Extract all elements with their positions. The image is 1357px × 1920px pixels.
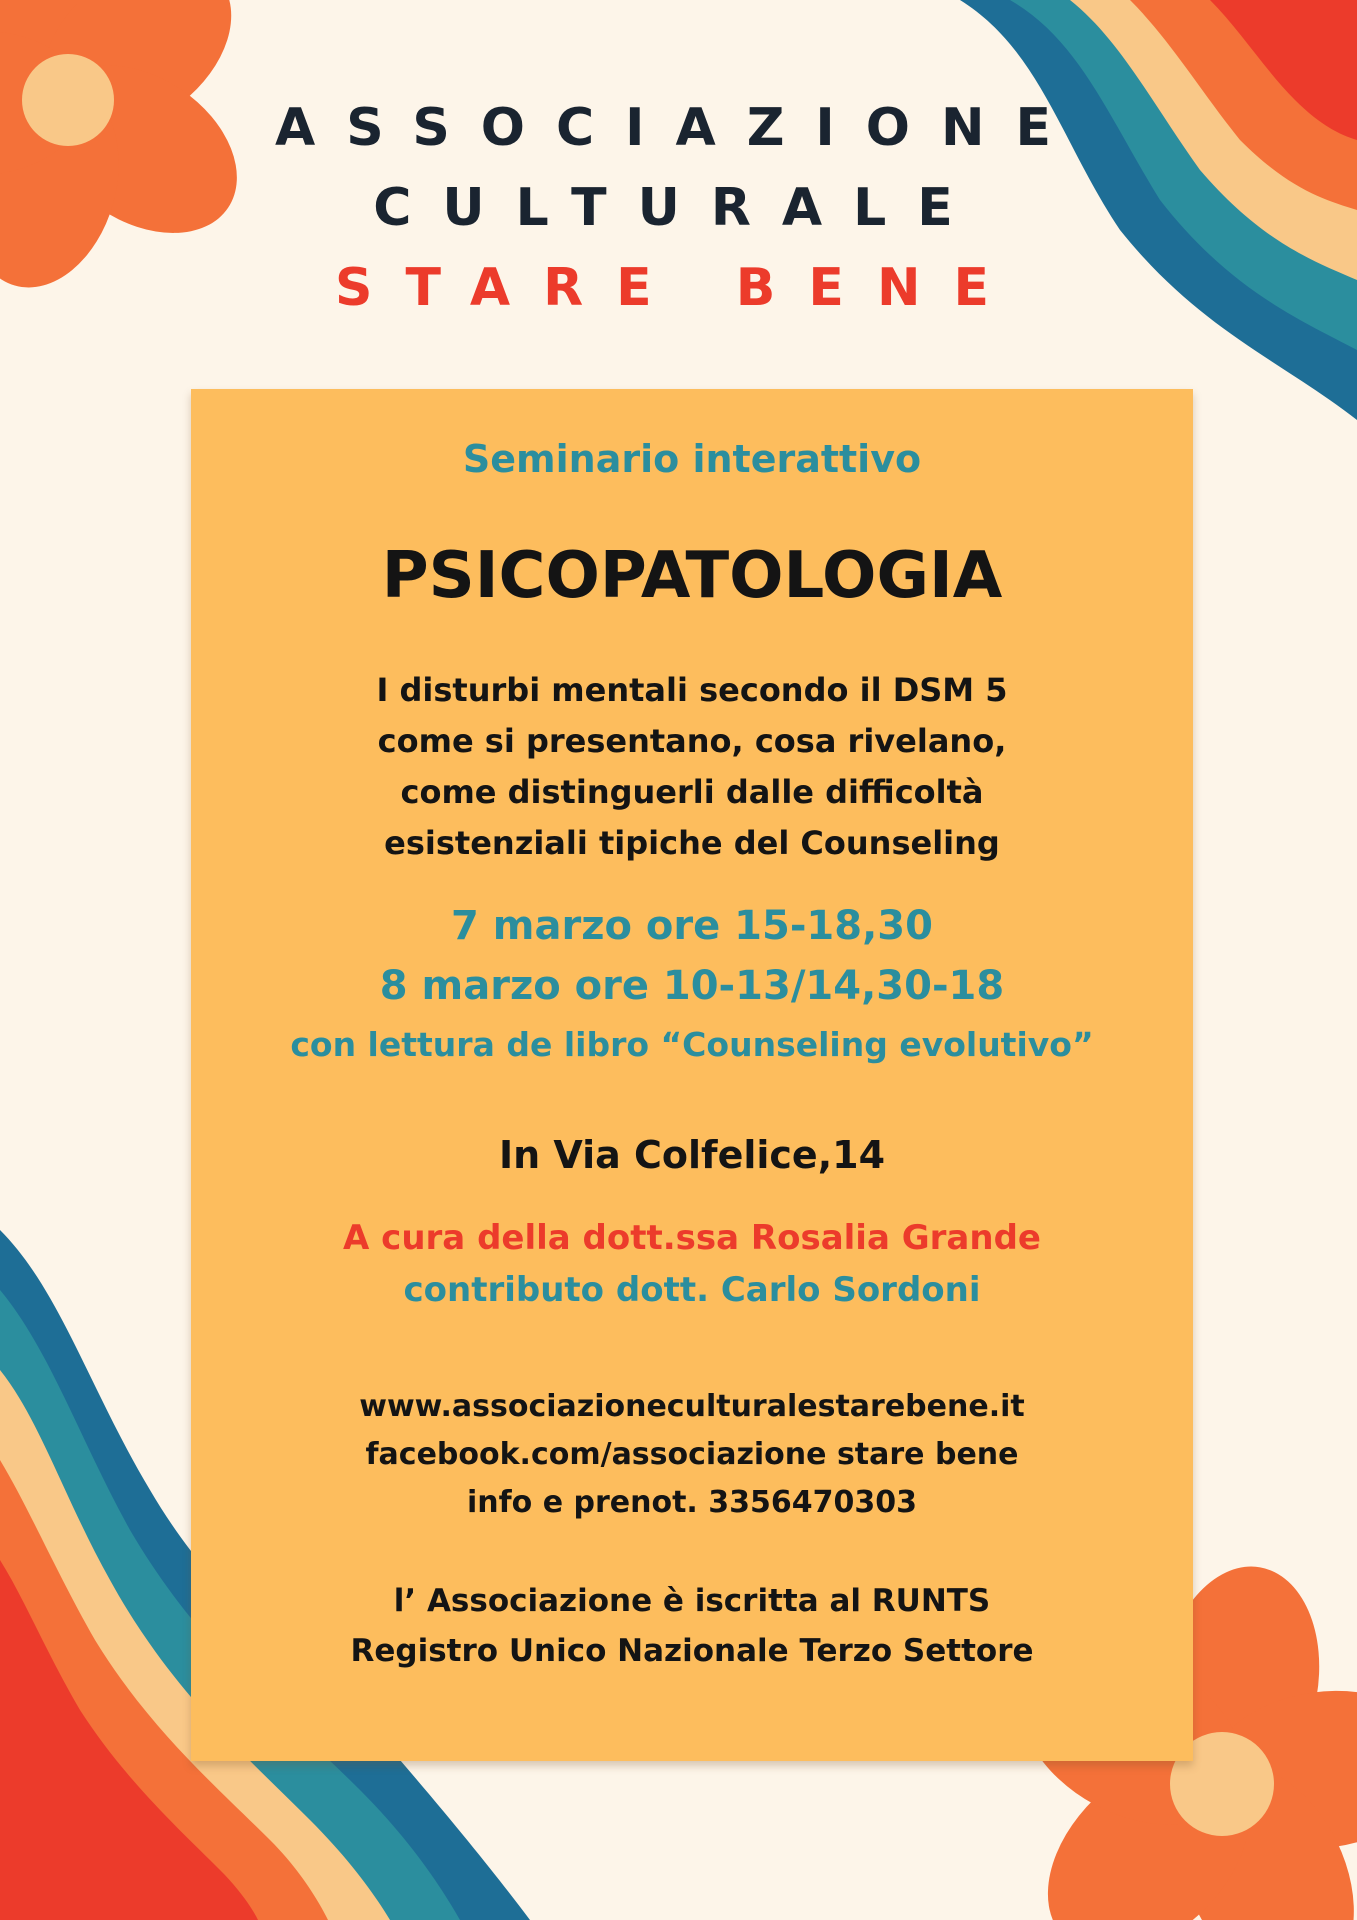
website: www.associazioneculturalestarebene.it [359,1389,1025,1424]
seminar-title: PSICOPATOLOGIA [381,539,1003,613]
address: In Via Colfelice,14 [498,1133,886,1177]
association-name [0,88,1357,328]
contributor: contributo dott. Carlo Sordoni [403,1270,981,1310]
date-line-1: 7 marzo ore 15-18,30 [451,903,933,949]
phone: info e prenot. 3356470303 [466,1485,918,1520]
association-line-1: ASSOCIAZIONE [274,98,1083,158]
description-line-2: come si presentano, cosa rivelano, [377,722,1007,760]
association-line-2: CULTURALE [373,178,984,238]
facebook: facebook.com/associazione stare bene [365,1437,1019,1472]
reading-note: con lettura de libro “Counseling evolutivo” [290,1025,1094,1064]
description-line-4: esistenziali tipiche del Counseling [384,824,1000,862]
date-line-2: 8 marzo ore 10-13/14,30-18 [379,963,1005,1009]
description-line-1: I disturbi mentali secondo il DSM 5 [376,671,1008,709]
registry-line-1: l’ Associazione è iscritta al RUNTS [393,1583,991,1619]
curator: A cura della dott.ssa Rosalia Grande [343,1218,1041,1258]
association-line-3: STARE BENE [335,258,1022,318]
registry-line-2: Registro Unico Nazionale Terzo Settore [350,1633,1034,1669]
seminar-card [191,389,1193,1761]
seminar-subtitle: Seminario interattivo [462,437,922,481]
description-line-3: come distinguerli dalle difficoltà [400,773,984,811]
